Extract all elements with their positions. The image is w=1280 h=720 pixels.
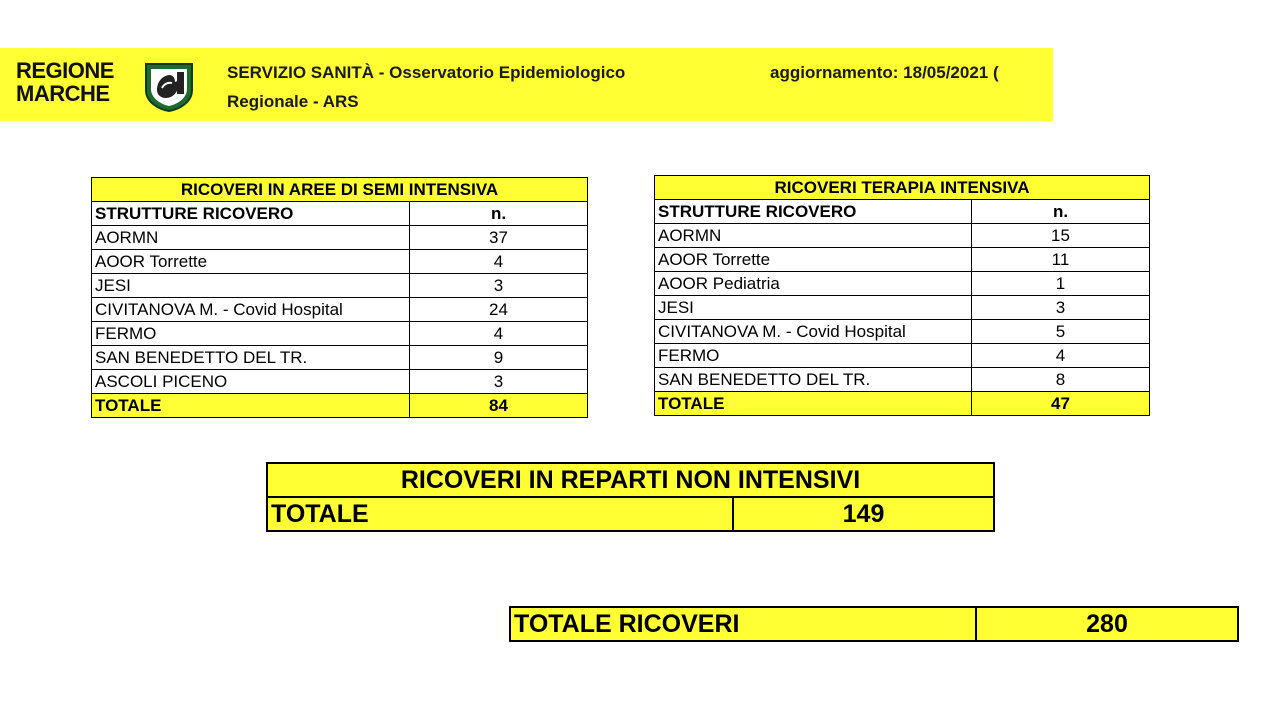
table-row [92,346,588,370]
struttura-name: AOOR Pediatria [655,272,972,296]
table-row [655,224,1150,248]
terapia-intensiva-table [654,175,1150,416]
table-row [92,274,588,298]
struttura-name: AORMN [655,224,972,248]
non-intensivi-total-value: 149 [733,497,994,531]
struttura-count: 11 [972,248,1150,272]
table-row [92,370,588,394]
struttura-count: 5 [972,320,1150,344]
struttura-count: 15 [972,224,1150,248]
struttura-name: FERMO [92,322,410,346]
struttura-name: FERMO [655,344,972,368]
struttura-count: 4 [410,322,588,346]
non-intensivi-table [266,462,995,532]
struttura-name: SAN BENEDETTO DEL TR. [655,368,972,392]
struttura-name: AORMN [92,226,410,250]
struttura-name: JESI [92,274,410,298]
totale-ricoveri-label: TOTALE RICOVERI [510,607,976,641]
non-intensivi-title: RICOVERI IN REPARTI NON INTENSIVI [267,463,994,497]
struttura-name: AOOR Torrette [655,248,972,272]
table-row [655,344,1150,368]
totale-ricoveri-value: 280 [976,607,1238,641]
table-row [655,320,1150,344]
struttura-count: 24 [410,298,588,322]
non-intensivi-total-label: TOTALE [267,497,733,531]
header-title-line-2: Regionale - ARS [227,92,359,111]
semi-total-label: TOTALE [92,394,410,418]
table-row [655,272,1150,296]
semi-intensiva-table [91,177,588,418]
ti-total-label: TOTALE [655,392,972,416]
struttura-count: 3 [410,274,588,298]
regione-marche-logo [16,60,206,112]
semi-total-value: 84 [410,394,588,418]
terapia-intensiva-title: RICOVERI TERAPIA INTENSIVA [655,176,1150,200]
logo-line-2: MARCHE [16,81,110,106]
ti-total-value: 47 [972,392,1150,416]
table-row [92,226,588,250]
semi-col-struttura: STRUTTURE RICOVERO [92,202,410,226]
struttura-count: 3 [410,370,588,394]
totale-ricoveri-table [509,606,1239,642]
update-date: aggiornamento: 18/05/2021 ( [770,63,999,82]
struttura-count: 37 [410,226,588,250]
struttura-name: CIVITANOVA M. - Covid Hospital [655,320,972,344]
header-banner [0,48,1053,121]
struttura-name: CIVITANOVA M. - Covid Hospital [92,298,410,322]
logo-line-1: REGIONE [16,58,114,83]
table-row [92,250,588,274]
struttura-count: 4 [410,250,588,274]
header-title-line-1: SERVIZIO SANITÀ - Osservatorio Epidemiologico [227,63,626,82]
table-row [655,248,1150,272]
semi-col-n: n. [410,202,588,226]
struttura-name: SAN BENEDETTO DEL TR. [92,346,410,370]
struttura-name: ASCOLI PICENO [92,370,410,394]
semi-intensiva-title: RICOVERI IN AREE DI SEMI INTENSIVA [92,178,588,202]
struttura-count: 9 [410,346,588,370]
table-row [655,296,1150,320]
table-row [92,322,588,346]
struttura-name: JESI [655,296,972,320]
header-title [227,58,625,116]
table-row [655,368,1150,392]
ti-col-n: n. [972,200,1150,224]
struttura-count: 3 [972,296,1150,320]
ti-col-struttura: STRUTTURE RICOVERO [655,200,972,224]
table-row [92,298,588,322]
struttura-name: AOOR Torrette [92,250,410,274]
struttura-count: 1 [972,272,1150,296]
regione-marche-emblem-icon [142,60,196,112]
struttura-count: 8 [972,368,1150,392]
struttura-count: 4 [972,344,1150,368]
